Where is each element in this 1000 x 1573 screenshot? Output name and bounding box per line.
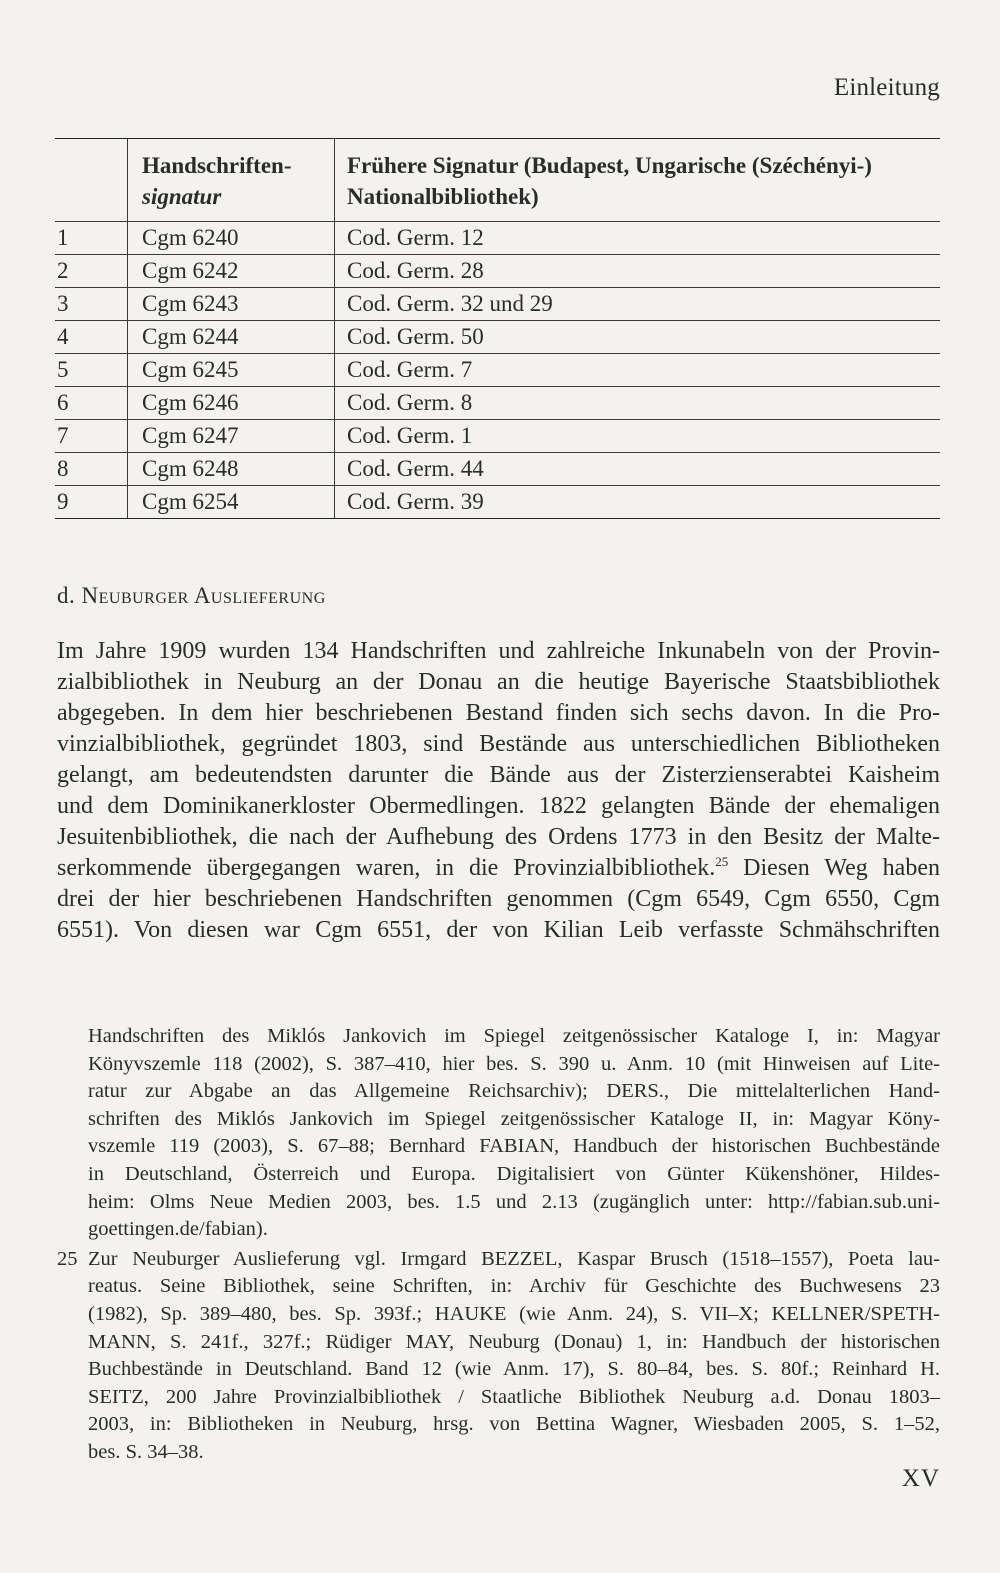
table-row [55, 255, 940, 288]
row-signature: Cgm 6243 [128, 288, 335, 321]
row-old-signature: Cod. Germ. 39 [335, 486, 941, 519]
row-signature: Cgm 6245 [128, 354, 335, 387]
row-old-signature: Cod. Germ. 28 [335, 255, 941, 288]
footnote-line: schriften des Miklós Jankovich im Spiegel zeitgenössischer Kataloge II, in: Magyar Köny- [88, 1107, 940, 1130]
table-row [55, 288, 940, 321]
row-old-signature: Cod. Germ. 8 [335, 387, 941, 420]
footnote-line: heim: Olms Neue Medien 2003, bes. 1.5 und 2.13 (zugänglich unter: http://fabian.sub.uni- [88, 1190, 940, 1213]
header-signature-cell [128, 139, 335, 222]
footnotes-area [57, 1023, 940, 1469]
header-signature-line1: Handschriften- [142, 153, 292, 178]
section-prefix: d. [57, 583, 82, 608]
body-line: Im Jahre 1909 wurden 134 Handschriften und zahlreiche Inkunabeln von der Provin- [57, 638, 940, 664]
row-index: 1 [55, 222, 128, 255]
footnote-line: Zur Neuburger Auslieferung vgl. Irmgard BEZZEL, Kaspar Brusch (1518–1557), Poeta lau- [88, 1247, 940, 1270]
table-row [55, 486, 940, 519]
footnote-reference[interactable]: 25 [715, 854, 729, 869]
row-signature: Cgm 6248 [128, 453, 335, 486]
row-signature: Cgm 6247 [128, 420, 335, 453]
row-old-signature: Cod. Germ. 7 [335, 354, 941, 387]
table-row [55, 321, 940, 354]
row-index: 5 [55, 354, 128, 387]
body-line-tail: Diesen Weg haben [728, 855, 940, 881]
running-header: Einleitung [833, 74, 940, 101]
header-old-signature-cell [335, 139, 941, 222]
body-line: drei der hier beschriebenen Handschriften genommen (Cgm 6549, Cgm 6550, Cgm [57, 886, 940, 912]
row-signature: Cgm 6240 [128, 222, 335, 255]
footnote-line: ratur zur Abgabe an das Allgemeine Reichsarchiv); DERS., Die mittelalterlichen Hand- [88, 1080, 940, 1103]
footnote-line: MANN, S. 241f., 327f.; Rüdiger MAY, Neuburg (Donau) 1, in: Handbuch der historischen [88, 1330, 940, 1353]
body-line: Jesuitenbibliothek, die nach der Aufhebung des Ordens 1773 in den Besitz der Malte- [57, 824, 940, 850]
header-old-signature-line2: Nationalbibliothek) [347, 184, 539, 209]
table-row [55, 354, 940, 387]
row-old-signature: Cod. Germ. 44 [335, 453, 941, 486]
row-index: 4 [55, 321, 128, 354]
footnote-line: Handschriften des Miklós Jankovich im Spiegel zeitgenössischer Kataloge I, in: Magyar [88, 1025, 940, 1047]
row-index: 9 [55, 486, 128, 519]
table-header-row [55, 139, 940, 222]
row-signature: Cgm 6242 [128, 255, 335, 288]
footnote-line: bes. S. 34–38. [88, 1440, 204, 1463]
footnote-line: SEITZ, 200 Jahre Provinzialbibliothek / Staatliche Bibliothek Neuburg a.d. Donau 1803– [88, 1385, 940, 1408]
row-index: 3 [55, 288, 128, 321]
row-old-signature: Cod. Germ. 32 und 29 [335, 288, 941, 321]
body-line-text: serkommende übergegangen waren, in die Provinzialbibliothek. [57, 855, 716, 881]
footnote-continued [57, 1023, 940, 1244]
section-title: Neuburger Auslieferung [81, 583, 326, 608]
row-index: 8 [55, 453, 128, 486]
table-row [55, 420, 940, 453]
footnote-number: 25 [57, 1247, 78, 1270]
row-index: 2 [55, 255, 128, 288]
page-number: XV [901, 1465, 940, 1492]
body-line: zialbibliothek in Neuburg an der Donau an die heutige Bayerische Staatsbibliothek [57, 669, 940, 695]
footnote-line: Buchbestände in Deutschland. Band 12 (wie Anm. 17), S. 80–84, bes. S. 80f.; Reinhard H. [88, 1358, 940, 1381]
row-index: 6 [55, 387, 128, 420]
row-signature: Cgm 6254 [128, 486, 335, 519]
body-line: gelangt, am bedeutendsten darunter die Bände aus der Zisterzienserabtei Kaisheim [57, 762, 940, 788]
table-row [55, 222, 940, 255]
header-signature-line2: signatur [142, 184, 222, 209]
row-signature: Cgm 6246 [128, 387, 335, 420]
footnote-line: goettingen.de/fabian). [88, 1218, 268, 1241]
row-old-signature: Cod. Germ. 1 [335, 420, 941, 453]
signature-table [55, 138, 940, 519]
body-line-with-footnote [57, 853, 940, 884]
footnote-line: in Deutschland, Österreich und Europa. Digitalisiert von Günter Kükenshöner, Hildes- [88, 1162, 940, 1185]
footnote-line: 2003, in: Bibliotheken in Neuburg, hrsg. von Bettina Wagner, Wiesbaden 2005, S. 1–52, [88, 1413, 940, 1436]
footnote-line: vszemle 119 (2003), S. 67–88; Bernhard FABIAN, Handbuch der historischen Buchbestände [88, 1135, 940, 1158]
body-line: und dem Dominikanerkloster Obermedlingen. 1822 gelangten Bände der ehemaligen [57, 793, 940, 819]
footnote-line: Könyvszemle 118 (2002), S. 387–410, hier bes. S. 390 u. Anm. 10 (mit Hinweisen auf Lite- [88, 1052, 940, 1075]
header-old-signature-line1: Frühere Signatur (Budapest, Ungarische (Széchényi-) [347, 153, 872, 178]
footnote-line: reatus. Seine Bibliothek, seine Schriften, in: Archiv für Geschichte des Buchwesens 23 [88, 1275, 940, 1298]
row-signature: Cgm 6244 [128, 321, 335, 354]
body-paragraph [57, 636, 940, 946]
body-line: vinzialbibliothek, gegründet 1803, sind Bestände aus unterschiedlichen Bibliotheken [57, 731, 940, 757]
section-heading [57, 583, 326, 609]
body-line: 6551). Von diesen war Cgm 6551, der von Kilian Leib verfasste Schmähschriften [57, 917, 940, 943]
table-row [55, 453, 940, 486]
body-line: abgegeben. In dem hier beschriebenen Bestand finden sich sechs davon. In die Pro- [57, 700, 940, 726]
footnote-line: (1982), Sp. 389–480, bes. Sp. 393f.; HAUKE (wie Anm. 24), S. VII–X; KELLNER/SPETH- [88, 1302, 940, 1325]
row-old-signature: Cod. Germ. 12 [335, 222, 941, 255]
table-row [55, 387, 940, 420]
header-index-cell [55, 139, 128, 222]
row-old-signature: Cod. Germ. 50 [335, 321, 941, 354]
row-index: 7 [55, 420, 128, 453]
footnote-25 [57, 1246, 940, 1467]
